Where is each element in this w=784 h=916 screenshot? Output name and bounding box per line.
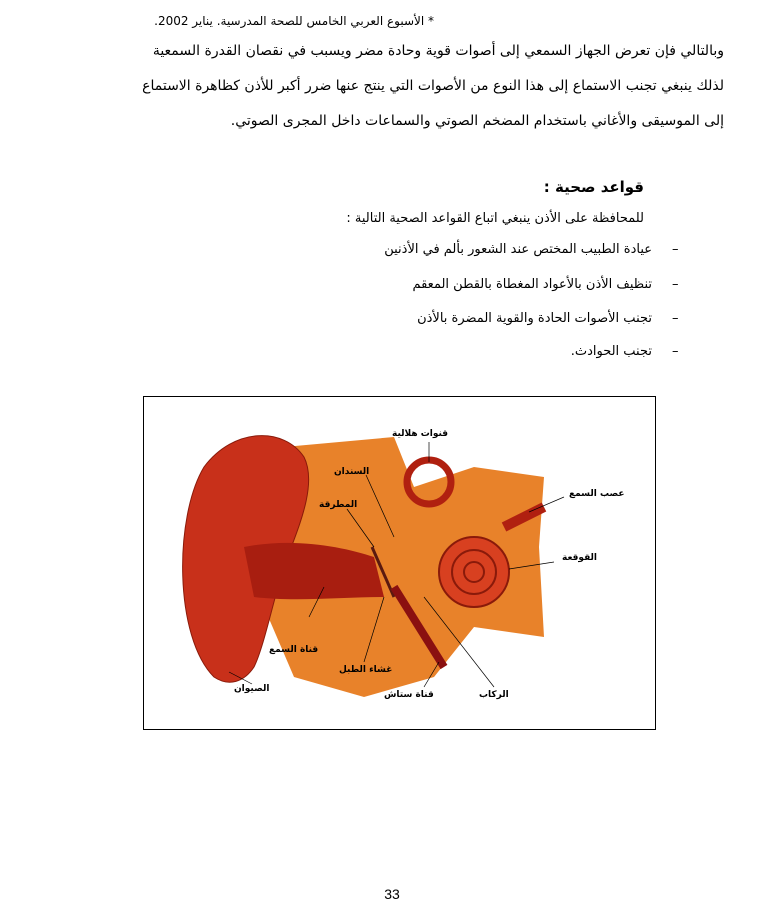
label-pinna: الصيوان [234, 684, 270, 694]
ear-illustration [144, 397, 655, 729]
label-eardrum: غشاء الطبل [339, 665, 393, 675]
bullet-marker: – [672, 344, 679, 359]
bullet-item: عيادة الطبيب المختص عند الشعور بألم في الأذنين [384, 242, 652, 257]
bullet-marker: – [672, 311, 679, 326]
bullet-item: تجنب الحوادث. [570, 344, 652, 359]
label-auditory-nerve: عصب السمع [569, 489, 625, 499]
bullet-marker: – [672, 242, 679, 257]
label-eustachian-tube: قناة ستاش [384, 690, 434, 700]
paragraph-line: إلى الموسيقى والأغاني باستخدام المضخم الصوتي والسماعات داخل المجرى الصوتي. [230, 113, 724, 129]
section-heading: قواعد صحية : [543, 178, 644, 196]
bullet-item: تجنب الأصوات الحادة والقوية المضرة بالأذن [417, 311, 652, 326]
cochlea [439, 537, 509, 607]
label-incus: السندان [334, 467, 370, 477]
section-intro: للمحافظة على الأذن ينبغي اتباع القواعد الصحية التالية : [346, 211, 644, 226]
label-semicircular-canals: قنوات هلالية [392, 429, 449, 439]
reference-note: * الأسبوع العربي الخامس للصحة المدرسية. يناير 2002. [154, 14, 434, 28]
label-stapes: الركاب [479, 690, 509, 700]
paragraph-line: وبالتالي فإن تعرض الجهاز السمعي إلى أصوات قوية وحادة مضر ويسبب في نقصان القدرة السمعية [152, 43, 724, 59]
label-ear-canal: قناة السمع [269, 645, 319, 655]
page-number: 33 [384, 886, 400, 902]
label-malleus: المطرقة [319, 500, 358, 510]
ear-diagram [143, 396, 656, 730]
bullet-marker: – [672, 277, 679, 292]
bullet-item: تنظيف الأذن بالأعواد المغطاة بالقطن المعقم [412, 277, 652, 292]
label-cochlea: القوقعة [562, 553, 598, 563]
paragraph-line: لذلك ينبغي تجنب الاستماع إلى هذا النوع من الأصوات التي ينتج عنها ضرر أكبر للأذن كظاهرة الاستماع [142, 78, 724, 94]
